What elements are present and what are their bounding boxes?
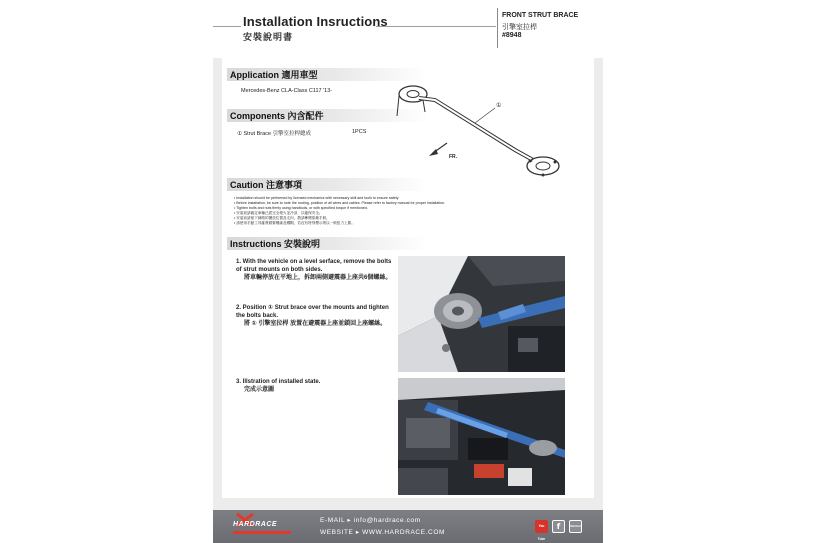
instructions-heading-text: Instructions 安裝說明: [230, 239, 321, 249]
step-2-en: 2. Position ① Strut brace over the mounts and tighten the bolts back.: [236, 305, 389, 319]
direction-label: FR.: [449, 154, 458, 160]
part-number: #8948: [502, 32, 522, 39]
strut-brace-diagram: [395, 78, 575, 186]
step-2-zh: 將 ① 引擎室拉桿 放置在避震器上座並鎖回上座螺絲。: [244, 321, 387, 327]
header-rule-right: [376, 26, 496, 27]
page-subtitle: 安裝說明書: [243, 32, 294, 42]
header-divider: [497, 8, 498, 48]
step-3-en: 3. Illstration of installed state.: [236, 379, 321, 385]
caution-line: • Installation should be performed by licensed mechanics with necessary skill and tools to ensure safety.: [234, 196, 400, 200]
caution-line: • 安裝前請留下線路的擺放位置及走向，敬請參閱原廠手冊。: [234, 216, 330, 220]
header-rule-left: [213, 26, 241, 27]
youtube-icon[interactable]: You Tube: [535, 520, 548, 533]
step-3-zh: 完成示意圖: [244, 387, 275, 393]
step-1-zh: 將車輛停放在平地上，拆卸兩側避震器上座共6個螺絲。: [244, 275, 392, 281]
product-name: FRONT STRUT BRACE: [502, 12, 579, 19]
application-vehicle: Mercedes-Benz CLA-Class C117 '13-: [241, 88, 333, 94]
caution-heading-text: Caution 注意事項: [230, 180, 302, 190]
component-item: ① Strut Brace 引擎室拉桿總成: [237, 131, 311, 137]
brand-name: HARDRACE: [233, 521, 278, 528]
caution-heading: [227, 178, 427, 191]
step-photo-mount: [398, 256, 565, 372]
diagram-callout: ①: [496, 103, 502, 109]
step-1-en: 1. With the vehicle on a level serface, remove the bolts of strut mounts on both sides.: [236, 259, 392, 273]
caution-line: • 安裝前請確定車輛已經完全熄火並冷卻，以確保安全。: [234, 211, 323, 215]
components-heading-text: Components 內含配件: [230, 111, 324, 121]
component-qty: 1PCS: [352, 129, 367, 135]
caution-line: • 請使用手動工具確實鎖緊螺絲及螺帽，若沒有特別標示則以一般扭力上緊。: [234, 221, 355, 225]
page-title: Installation Insructions: [243, 14, 388, 29]
application-heading-text: Application 適用車型: [230, 70, 318, 80]
installed-photo: [398, 378, 565, 495]
caution-line: • Tighten bolts and nuts firmly using handtools, or with specified torque if mentioned.: [234, 206, 368, 210]
contact-website[interactable]: WEBSITE ▸ WWW.HARDRACE.COM: [320, 529, 446, 536]
instructions-heading: [227, 237, 427, 250]
wechat-icon[interactable]: WeChat: [569, 520, 582, 533]
facebook-icon[interactable]: f: [552, 520, 565, 533]
caution-line: • Before installation, be sure to note the routing, position of all wires and cables. Please refer to factory manual for proper installation.: [234, 201, 446, 205]
product-name-zh: 引擎室拉桿: [502, 24, 537, 31]
contact-email[interactable]: E-MAIL ▸ info@hardrace.com: [320, 517, 421, 524]
